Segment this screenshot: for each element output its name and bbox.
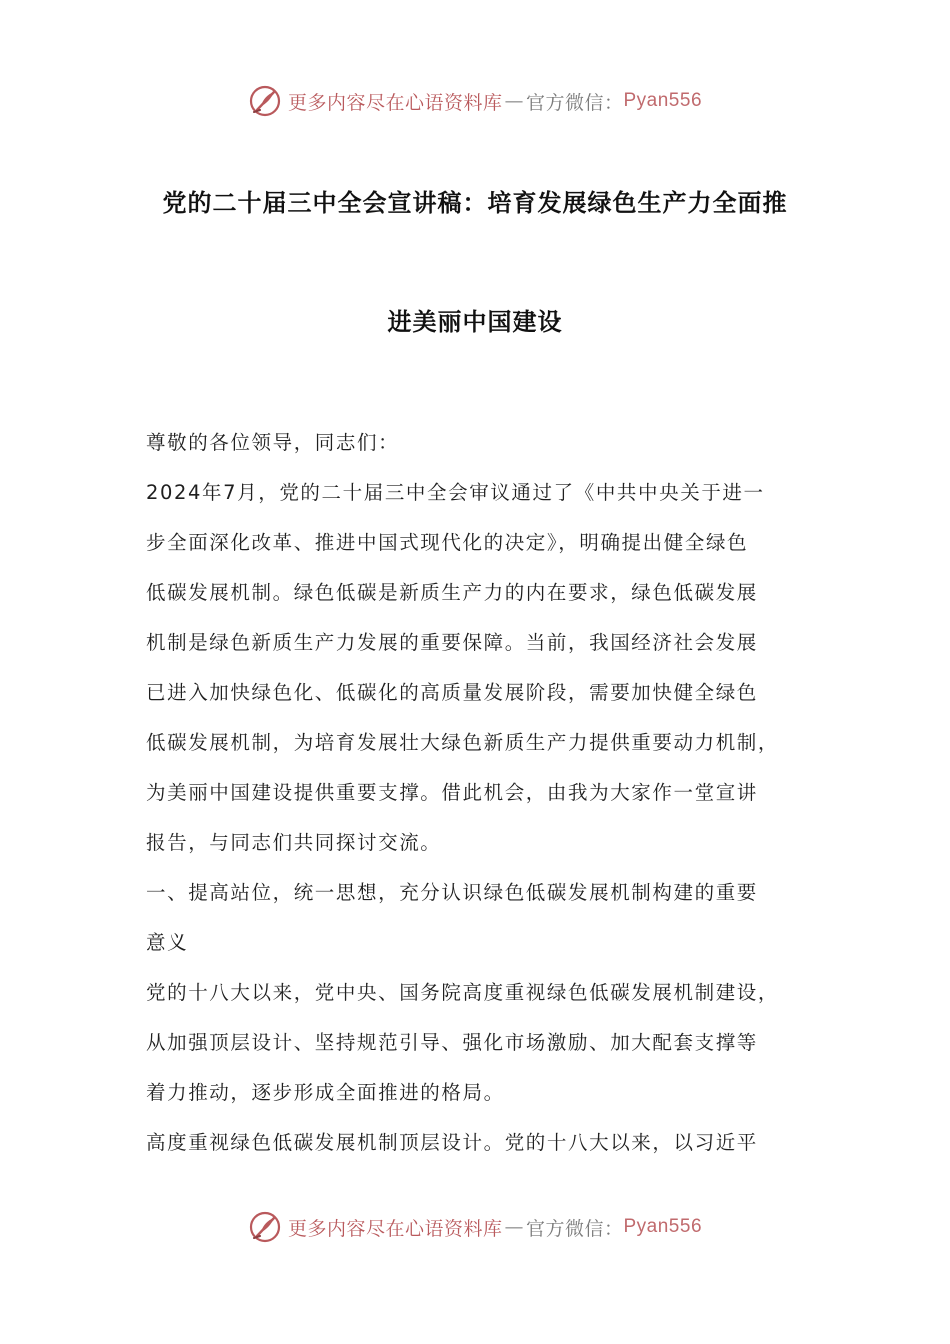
watermark-wechat-id: Pyan556: [623, 90, 703, 111]
body-line: 机制是绿色新质生产力发展的重要保障。当前，我国经济社会发展: [146, 631, 758, 654]
body-line: 低碳发展机制，为培育发展壮大绿色新质生产力提供重要动力机制，: [146, 731, 780, 754]
body-line: 着力推动，逐步形成全面推进的格局。: [146, 1081, 505, 1104]
watermark-label: 官方微信：: [525, 91, 624, 114]
body-line: 2024年7月，党的二十届三中全会审议通过了《中共中央关于进一: [146, 481, 765, 504]
watermark-site-text: 更多内容尽在心语资料库: [287, 1217, 503, 1240]
body-line: 党的十八大以来，党中央、国务院高度重视绿色低碳发展机制建设，: [146, 981, 780, 1004]
watermark-separator: —: [504, 1216, 524, 1238]
body-line: 高度重视绿色低碳发展机制顶层设计。党的十八大以来，以习近平: [146, 1131, 758, 1154]
watermark-wechat-id: Pyan556: [623, 1216, 703, 1237]
watermark-label: 官方微信：: [525, 1217, 624, 1240]
section-heading-line: 一、提高站位，统一思想，充分认识绿色低碳发展机制构建的重要: [146, 881, 758, 904]
body-line: 为美丽中国建设提供重要支撑。借此机会，由我为大家作一堂宣讲: [146, 781, 758, 804]
watermark-separator: —: [504, 90, 524, 112]
quill-logo-icon: [248, 1210, 282, 1244]
document-title-line-2: 进美丽中国建设: [387, 308, 563, 336]
footer-watermark: [0, 1210, 950, 1244]
body-line: 步全面深化改革、推进中国式现代化的决定》，明确提出健全绿色: [146, 531, 749, 554]
quill-logo-icon: [248, 84, 282, 118]
body-line: 从加强顶层设计、坚持规范引导、强化市场激励、加大配套支撑等: [146, 1031, 758, 1054]
body-line: 已进入加快绿色化、低碳化的高质量发展阶段，需要加快健全绿色: [146, 681, 758, 704]
section-heading-line: 意义: [146, 931, 189, 954]
watermark-site-text: 更多内容尽在心语资料库: [287, 91, 503, 114]
body-line: 低碳发展机制。绿色低碳是新质生产力的内在要求，绿色低碳发展: [146, 581, 758, 604]
header-watermark: [0, 84, 950, 118]
body-line: 尊敬的各位领导，同志们：: [146, 431, 400, 454]
document-title-line-1: 党的二十届三中全会宣讲稿：培育发展绿色生产力全面推: [162, 189, 788, 217]
document-body: [146, 418, 816, 1168]
body-line: 报告，与同志们共同探讨交流。: [146, 831, 442, 854]
